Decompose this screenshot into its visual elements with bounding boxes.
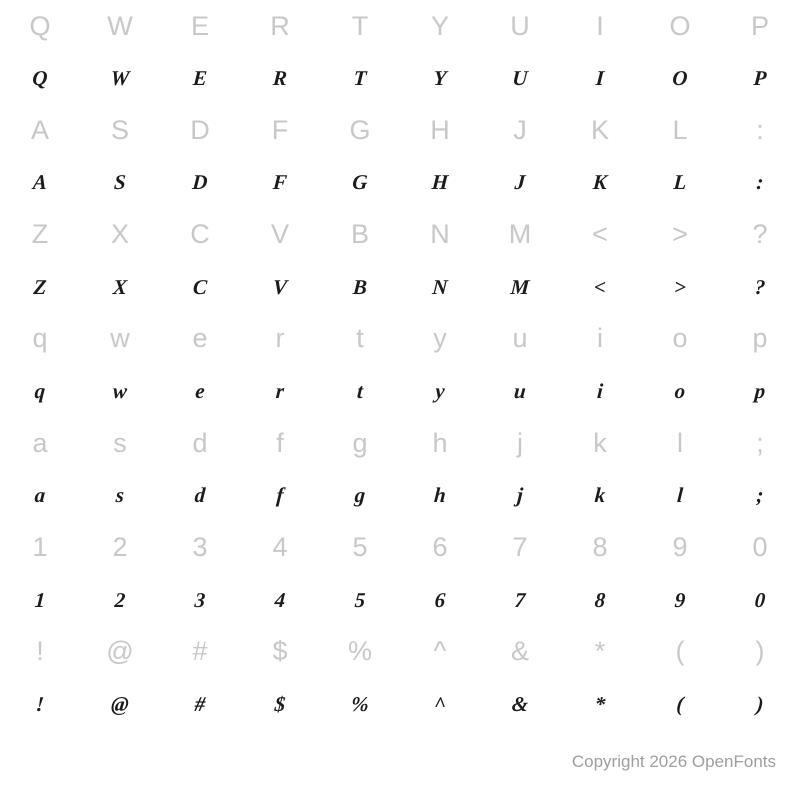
reference-char: X [110,219,129,250]
glyph-char: $ [273,691,287,716]
glyph-char: U [511,65,529,90]
reference-char: 9 [672,531,688,562]
glyph-char: @ [110,691,130,716]
glyph-char: W [109,65,131,90]
reference-char: 8 [592,531,608,562]
reference-char: 0 [752,531,768,562]
glyph-char: w [112,378,128,403]
reference-char: < [592,219,608,250]
glyph-char: ) [755,691,765,716]
reference-char: P [750,10,769,41]
reference-char: Y [430,10,449,41]
glyph-char: r [275,378,285,403]
reference-char: V [270,219,289,250]
glyph-char: 1 [33,587,47,612]
reference-char: > [672,219,688,250]
reference-char: w [110,323,130,354]
reference-char: j [517,427,523,458]
reference-char: ? [752,219,768,250]
reference-char: & [510,636,529,667]
glyph-char: h [433,482,447,507]
glyph-char: ? [753,274,767,299]
glyph-char: u [513,378,527,403]
reference-char: 3 [192,531,208,562]
glyph-char: ! [35,691,45,716]
glyph-char: : [755,169,765,194]
glyph-char: A [32,169,48,194]
reference-char: L [672,114,688,145]
glyph-char: s [115,482,125,507]
reference-char: A [30,114,49,145]
reference-char: d [192,427,208,458]
glyph-char: < [593,274,607,299]
reference-char: Z [31,219,49,250]
reference-char: W [107,10,133,41]
glyph-char: p [753,378,767,403]
glyph-char: V [272,274,288,299]
glyph-char: X [112,274,128,299]
reference-char: e [192,323,208,354]
reference-char: T [351,10,369,41]
reference-char: 4 [272,531,288,562]
reference-char: E [190,10,209,41]
reference-char: N [430,219,450,250]
glyph-char: 9 [673,587,687,612]
glyph-char: j [516,482,524,507]
glyph-char: % [350,691,370,716]
reference-char: ) [755,636,765,667]
glyph-char: ; [755,482,765,507]
glyph-char: d [193,482,207,507]
reference-char: % [347,636,372,667]
glyph-char: i [596,378,604,403]
glyph-char: 6 [433,587,447,612]
glyph-char: t [356,378,364,403]
reference-char: B [350,219,369,250]
reference-char: g [352,427,368,458]
reference-char: C [190,219,210,250]
glyph-char: S [113,169,127,194]
glyph-char: Y [432,65,448,90]
reference-char: i [597,323,603,354]
glyph-char: & [511,691,530,716]
reference-char: G [349,114,371,145]
reference-char: y [433,323,447,354]
reference-char: F [271,114,289,145]
reference-char: : [756,114,764,145]
glyph-char: 3 [193,587,207,612]
glyph-char: * [593,691,607,716]
reference-char: s [113,427,127,458]
glyph-char: 5 [353,587,367,612]
glyph-char: f [275,482,285,507]
glyph-char: y [434,378,446,403]
reference-char: K [590,114,609,145]
glyph-char: Q [31,65,49,90]
glyph-char: C [192,274,208,299]
reference-char: U [510,10,530,41]
reference-char: H [430,114,450,145]
glyph-char: B [352,274,368,299]
glyph-char: a [33,482,47,507]
glyph-char: ^ [433,691,447,716]
glyph-char: G [351,169,369,194]
reference-char: S [110,114,129,145]
glyph-char: l [676,482,684,507]
glyph-char: 2 [113,587,127,612]
glyph-char: E [192,65,208,90]
reference-char: ; [756,427,764,458]
glyph-char: g [353,482,367,507]
glyph-char: F [272,169,288,194]
reference-char: 2 [112,531,128,562]
glyph-char: ( [675,691,685,716]
reference-char: 6 [432,531,448,562]
reference-char: ( [675,636,685,667]
reference-char: r [275,323,285,354]
glyph-char: R [272,65,288,90]
reference-char: u [512,323,528,354]
reference-char: l [677,427,683,458]
glyph-char: P [752,65,768,90]
reference-char: o [672,323,688,354]
reference-char: M [508,219,532,250]
glyph-char: 4 [273,587,287,612]
glyph-char: D [191,169,209,194]
glyph-char: I [595,65,605,90]
glyph-char: K [592,169,608,194]
reference-char: a [32,427,48,458]
glyph-char: N [431,274,449,299]
reference-char: k [593,427,607,458]
reference-char: R [270,10,290,41]
glyph-char: L [672,169,688,194]
glyph-char: > [673,274,687,299]
reference-char: h [432,427,448,458]
reference-char: 5 [352,531,368,562]
glyph-char: 0 [753,587,767,612]
glyph-char: # [193,691,207,716]
reference-char: # [192,636,208,667]
glyph-char: J [513,169,527,194]
reference-char: 1 [32,531,48,562]
glyph-char: 8 [593,587,607,612]
glyph-char: q [33,378,47,403]
reference-char: D [190,114,210,145]
glyph-char: k [593,482,607,507]
glyph-char: Z [32,274,48,299]
glyph-char: e [194,378,206,403]
reference-char: J [513,114,527,145]
reference-char: Q [29,10,51,41]
reference-char: 7 [512,531,528,562]
reference-char: ^ [433,636,447,667]
glyph-char: H [431,169,450,194]
reference-char: * [594,636,606,667]
reference-char: O [669,10,691,41]
reference-char: q [32,323,48,354]
glyph-char: 7 [513,587,527,612]
glyph-char: O [671,65,689,90]
glyph-char: o [673,378,687,403]
reference-char: t [356,323,364,354]
reference-char: f [276,427,284,458]
glyph-char: M [509,274,531,299]
reference-char: @ [106,636,134,667]
reference-char: $ [272,636,288,667]
copyright-notice: Copyright 2026 OpenFonts [571,752,776,771]
reference-char: p [752,323,768,354]
glyph-char: T [352,65,368,90]
reference-char: ! [36,636,44,667]
reference-char: I [596,10,604,41]
